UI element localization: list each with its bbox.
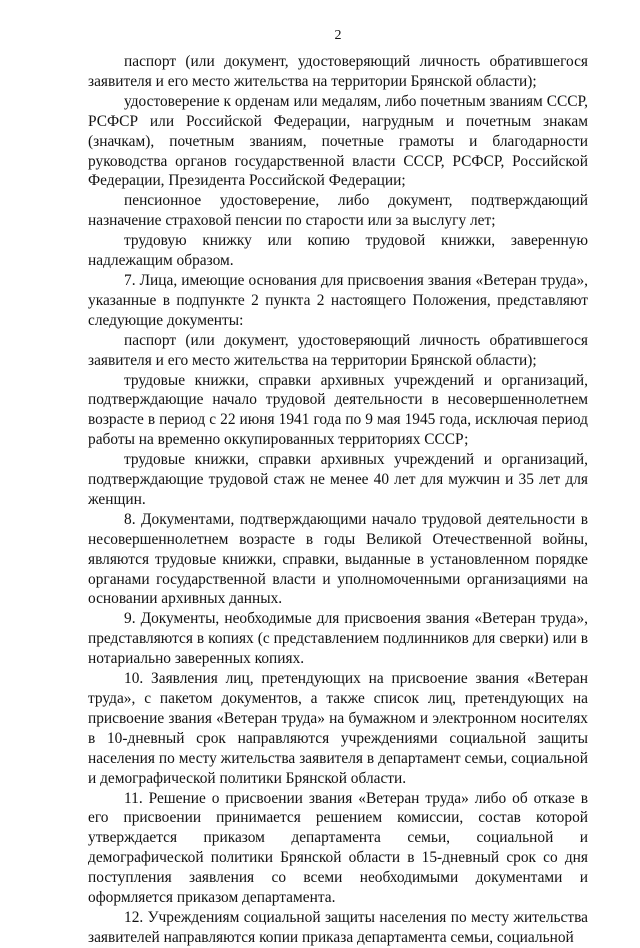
paragraph: 10. Заявления лиц, претендующих на присвоение звания «Ветеран труда», с пакетом документов, а также список лиц, претендующих на присвоение звания «Ветеран труда» на бумажном и электронном носителях в 10-дневный срок направляются учреждениями социальной защиты населения по месту жительства заявителя в департамент семьи, социальной и демографической политики Брянской области. (88, 670, 588, 787)
paragraph: пенсионное удостоверение, либо документ, подтверждающий назначение страховой пенсии по старости или за выслугу лет; (88, 192, 588, 230)
document-body (88, 52, 588, 948)
paragraph: трудовую книжку или копию трудовой книжки, заверенную надлежащим образом. (88, 232, 588, 270)
page-number: 2 (334, 28, 342, 43)
paragraph: 12. Учреждениям социальной защиты населения по месту жительства заявителей направляются копии приказа департамента семьи, социальной (88, 908, 588, 946)
paragraph: 11. Решение о присвоении звания «Ветеран труда» либо об отказе в его присвоении принимается решением комиссии, состав которой утверждается приказом департамента семьи, социальной и демографической политики Брянской области в 15-дневный срок со дня поступления заявления со всеми необходимыми документами и оформляется приказом департамента. (88, 789, 588, 907)
paragraph: паспорт (или документ, удостоверяющий личность обратившегося заявителя и его место жительства на территории Брянской области); (88, 331, 588, 369)
paragraph: 7. Лица, имеющие основания для присвоения звания «Ветеран труда», указанные в подпункте 2 пункта 2 настоящего Положения, представляют следующие документы: (88, 271, 588, 329)
paragraph: трудовые книжки, справки архивных учреждений и организаций, подтверждающие начало трудовой деятельности в несовершеннолетнем возрасте в период с 22 июня 1941 года по 9 мая 1945 года, исключая период работы на временно оккупированных территориях СССР; (88, 371, 588, 449)
paragraph: 9. Документы, необходимые для присвоения звания «Ветеран труда», представляются в копиях (с представлением подлинников для сверки) или в нотариально заверенных копиях. (88, 610, 588, 668)
paragraph: удостоверение к орденам или медалям, либо почетным званиям СССР, РСФСР или Российской Федерации, нагрудным и почетным знакам (значкам), почетным званиям, почетные грамоты и благодарности руководства органов государственной власти СССР, РСФСР, Российской Федерации, Президента Российской Федерации; (88, 92, 588, 190)
paragraph: паспорт (или документ, удостоверяющий личность обратившегося заявителя и его место жительства на территории Брянской области); (88, 53, 588, 90)
paragraph: трудовые книжки, справки архивных учреждений и организаций, подтверждающие трудовой стаж не менее 40 лет для мужчин и 35 лет для женщин. (88, 451, 588, 508)
paragraph: 8. Документами, подтверждающими начало трудовой деятельности в несовершеннолетнем возрасте в годы Великой Отечественной войны, являются трудовые книжки, справки, выданные в установленном порядке органами государственной власти и уполномоченными организациями на основании архивных данных. (88, 510, 588, 608)
